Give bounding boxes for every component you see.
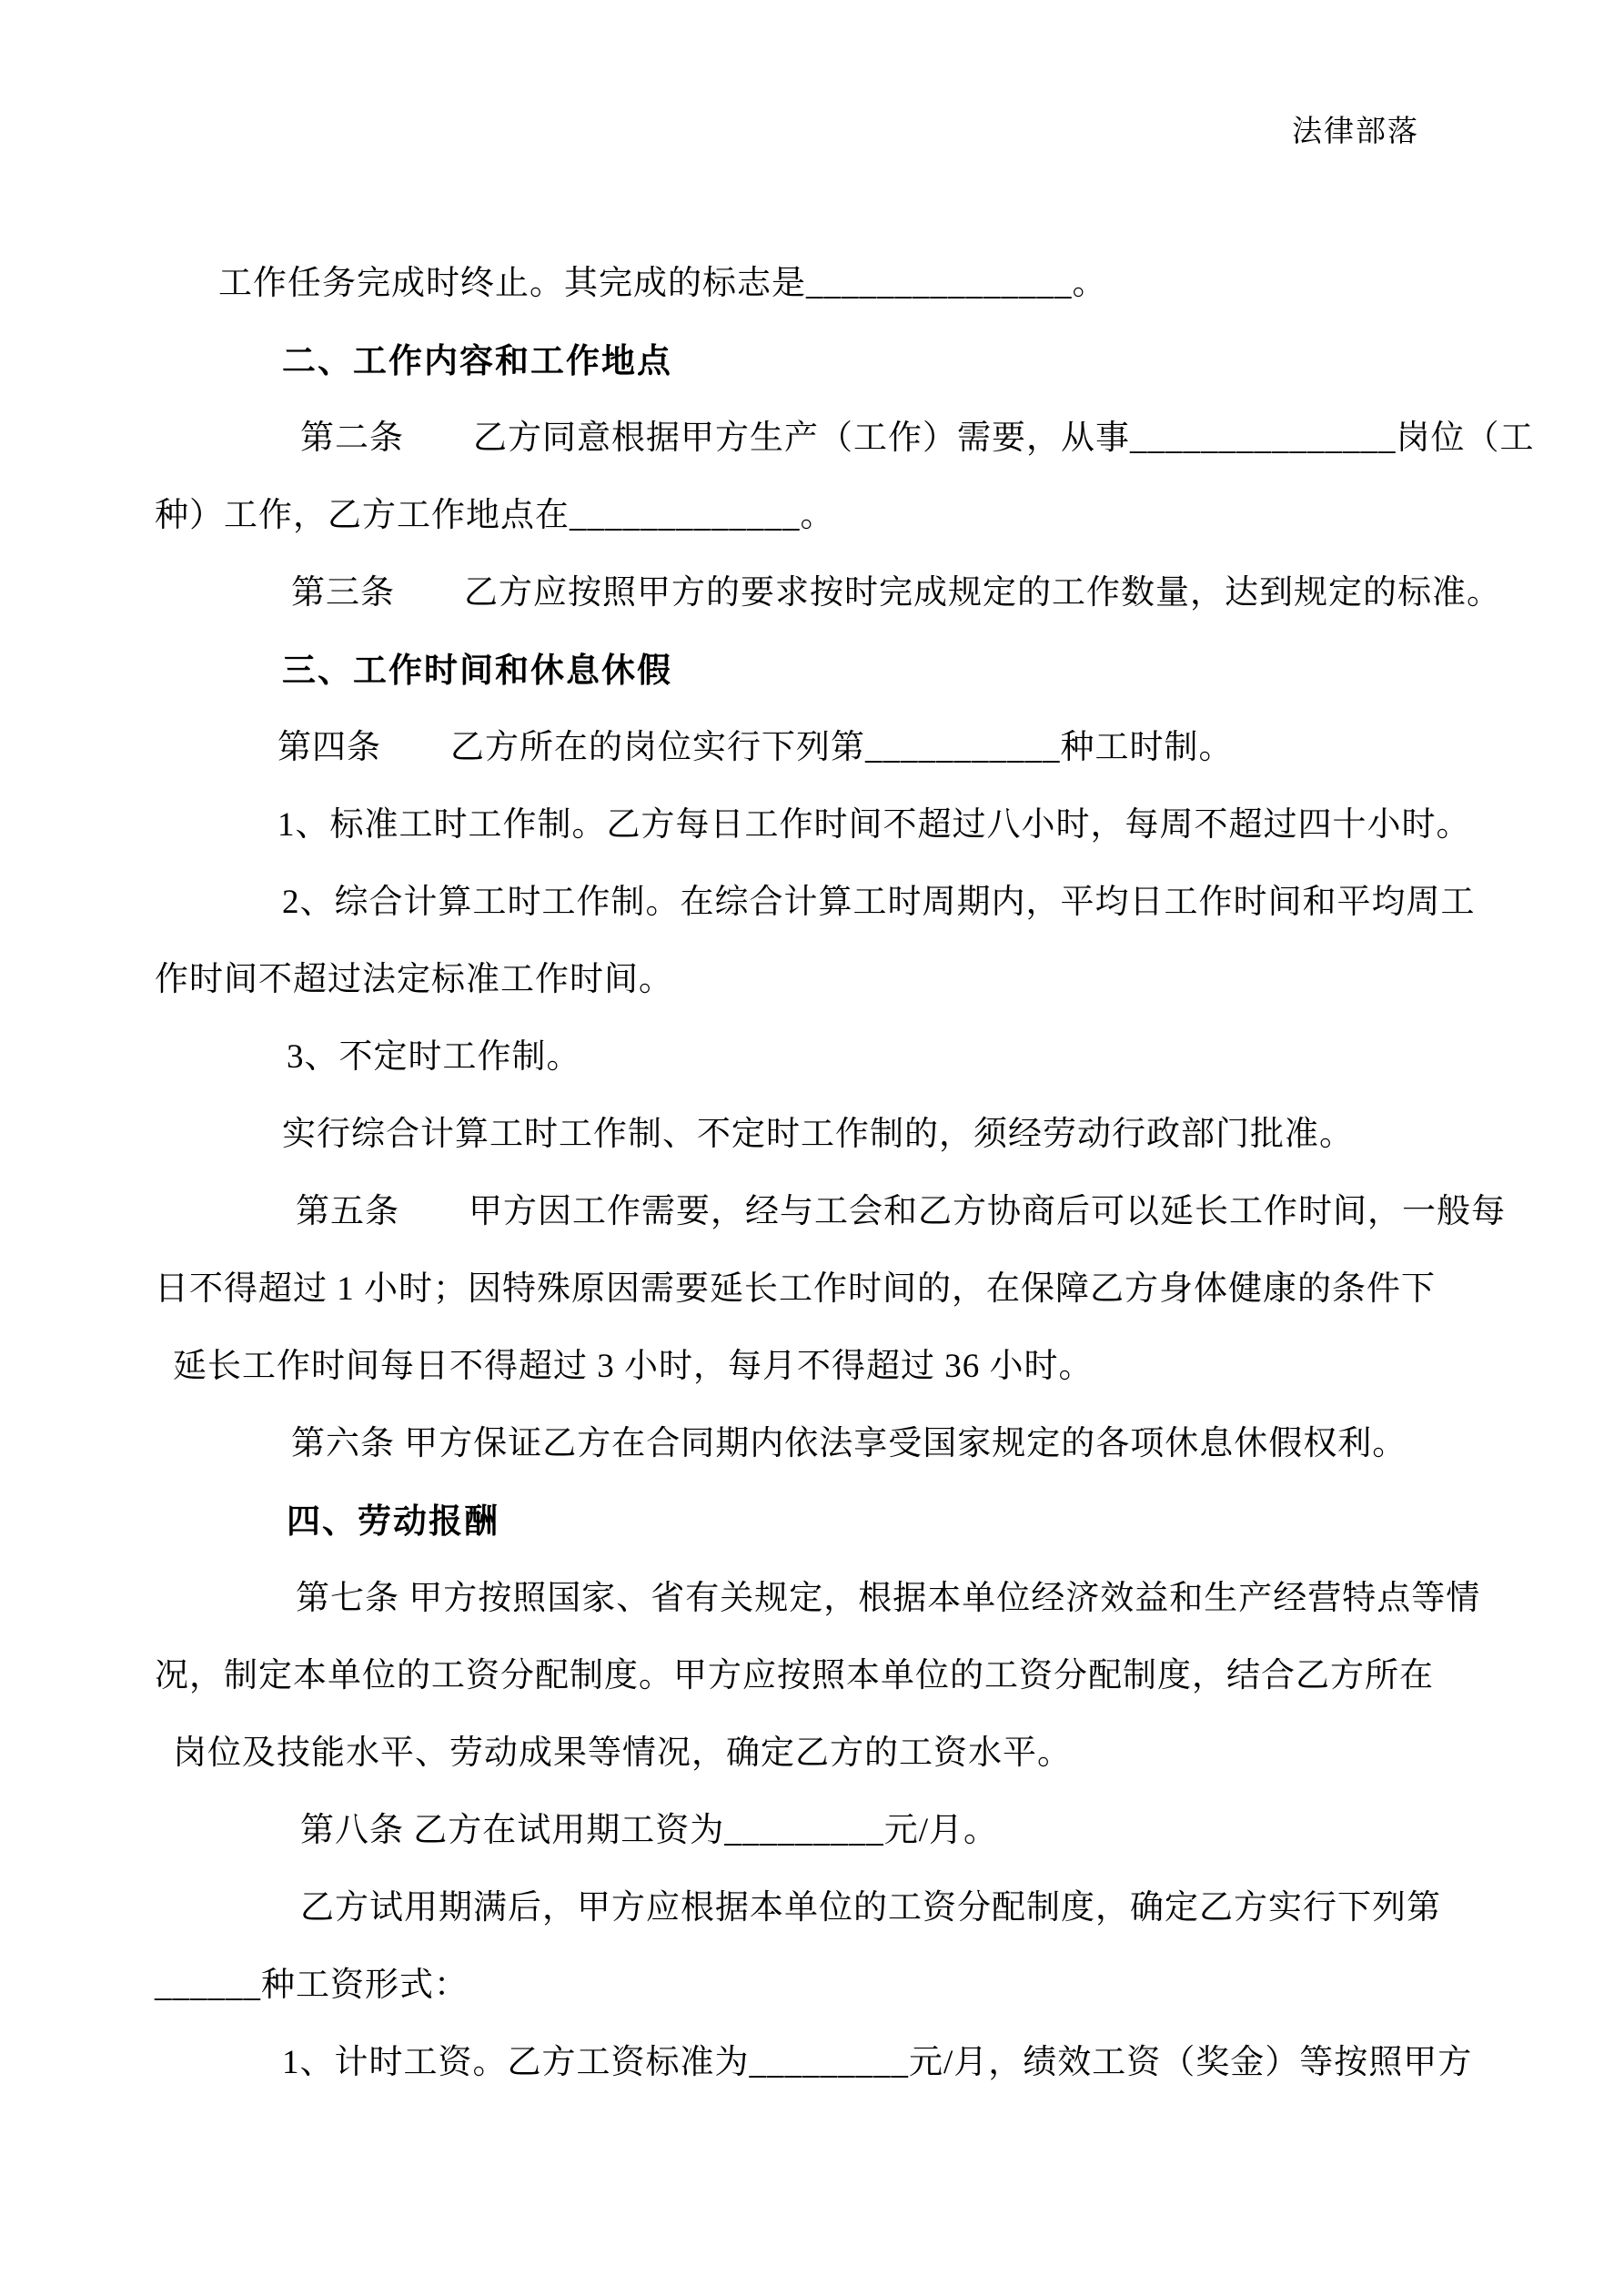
text-line: 种）工作，乙方工作地点在_____________。 [155, 497, 835, 534]
text-line: 3、不定时工作制。 [287, 1038, 581, 1076]
text-line: 岗位及技能水平、劳动成果等情况，确定乙方的工资水平。 [173, 1735, 1072, 1772]
text-line: 第七条 甲方按照国家、省有关规定，根据本单位经济效益和生产经营特点等情 [296, 1580, 1481, 1617]
text-line: 乙方试用期满后，甲方应根据本单位的工资分配制度，确定乙方实行下列第 [300, 1889, 1441, 1927]
text-line: 工作任务完成时终止。其完成的标志是_______________。 [218, 265, 1107, 302]
text-line: 作时间不超过法定标准工作时间。 [155, 961, 673, 998]
text-line: 第六条 甲方保证乙方在合同期内依法享受国家规定的各项休息休假权利。 [291, 1425, 1407, 1462]
text-line: 第四条 乙方所在的岗位实行下列第___________种工时制。 [277, 729, 1234, 766]
text-line: 第二条 乙方同意根据甲方生产（工作）需要，从事_______________岗位（工 [300, 420, 1535, 457]
text-line: 实行综合计算工时工作制、不定时工作制的，须经劳动行政部门批准。 [282, 1116, 1354, 1153]
text-line: 1、计时工资。乙方工资标准为_________元/月，绩效工资（奖金）等按照甲方 [282, 2044, 1473, 2081]
section-heading: 四、劳动报酬 [287, 1502, 499, 1540]
text-line: 2、综合计算工时工作制。在综合计算工时周期内，平均日工作时间和平均周工 [282, 884, 1476, 921]
text-line: 延长工作时间每日不得超过 3 小时，每月不得超过 36 小时。 [173, 1348, 1094, 1385]
text-line: 第三条 乙方应按照甲方的要求按时完成规定的工作数量，达到规定的标准。 [291, 574, 1501, 612]
text-line: ______种工资形式： [155, 1967, 469, 2004]
text-line: 况，制定本单位的工资分配制度。甲方应按照本单位的工资分配制度，结合乙方所在 [155, 1657, 1434, 1694]
section-heading: 三、工作时间和休息休假 [282, 652, 672, 689]
watermark-label: 法律部落 [1292, 116, 1419, 148]
contract-body [155, 245, 1535, 2101]
text-line: 第八条 乙方在试用期工资为_________元/月。 [300, 1812, 999, 1849]
text-line: 1、标准工时工作制。乙方每日工作时间不超过八小时，每周不超过四十小时。 [277, 806, 1471, 844]
text-line: 第五条 甲方因工作需要，经与工会和乙方协商后可以延长工作时间，一般每 [296, 1193, 1506, 1230]
section-heading: 二、工作内容和工作地点 [282, 342, 672, 379]
text-line: 日不得超过 1 小时；因特殊原因需要延长工作时间的，在保障乙方身体健康的条件下 [155, 1270, 1436, 1308]
